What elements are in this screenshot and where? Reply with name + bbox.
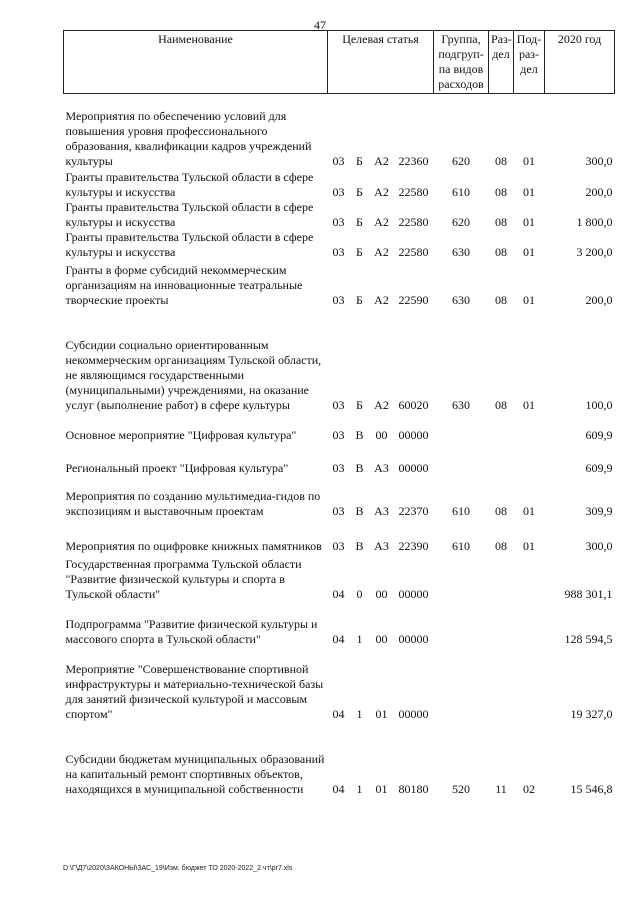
header-year-2020: 2020 год xyxy=(545,31,615,94)
subsection-code xyxy=(514,443,545,476)
header-section: Раз-дел xyxy=(489,31,514,94)
amount-2020: 300,0 xyxy=(585,538,613,553)
subprogram-code: 1 xyxy=(356,781,363,796)
section-code: 08 xyxy=(495,397,508,412)
row-name: Гранты правительства Тульской области в сфере культуры и искусства xyxy=(65,169,314,199)
direction-code: 80180 xyxy=(398,781,429,796)
measure-code: 00 xyxy=(375,586,388,601)
section-code: 08 xyxy=(495,214,508,229)
subsection-code: 01 xyxy=(523,153,536,168)
section-code xyxy=(489,554,514,602)
measure-code: А2 xyxy=(374,214,389,229)
expense-group xyxy=(434,443,489,476)
subsection-code: 01 xyxy=(523,184,536,199)
subsection-code xyxy=(514,554,545,602)
subprogram-code: В xyxy=(355,460,364,475)
table-row xyxy=(64,230,615,260)
direction-code: 00000 xyxy=(398,460,429,475)
subprogram-code: Б xyxy=(356,292,363,307)
measure-code: А2 xyxy=(374,292,389,307)
row-name: Субсидии бюджетам муниципальных образований на капитальный ремонт спортивных объектов, находящихся в муниципальной собственности xyxy=(65,751,325,796)
row-name: Мероприятия по оцифровке книжных памятников xyxy=(65,538,322,553)
row-name: Гранты в форме субсидий некоммерческим организациям на инновационные театральные творческие проекты xyxy=(65,262,303,307)
amount-2020: 200,0 xyxy=(585,184,613,199)
table-row xyxy=(64,308,615,413)
subprogram-code: Б xyxy=(356,153,363,168)
expense-group: 630 xyxy=(452,397,471,412)
budget-table xyxy=(63,30,615,797)
amount-2020: 19 327,0 xyxy=(570,706,613,721)
expense-group: 630 xyxy=(452,292,471,307)
program-code: 03 xyxy=(332,427,345,442)
header-expense-group: Группа, подгруп-па видов расходов xyxy=(434,31,489,94)
measure-code: А2 xyxy=(374,184,389,199)
program-code: 03 xyxy=(332,184,345,199)
amount-2020: 200,0 xyxy=(585,292,613,307)
direction-code: 22580 xyxy=(398,184,429,199)
subprogram-code: В xyxy=(355,538,364,553)
page-number: 47 xyxy=(314,18,326,32)
subprogram-code: В xyxy=(355,427,364,442)
subprogram-code: 0 xyxy=(356,586,363,601)
subsection-code: 01 xyxy=(523,244,536,259)
expense-group: 610 xyxy=(452,184,471,199)
section-code: 08 xyxy=(495,503,508,518)
subsection-code xyxy=(514,602,545,647)
program-code: 04 xyxy=(332,586,345,601)
expense-group: 610 xyxy=(452,503,471,518)
direction-code: 00000 xyxy=(398,706,429,721)
program-code: 04 xyxy=(332,706,345,721)
table-row xyxy=(64,722,615,797)
measure-code: 00 xyxy=(375,631,388,646)
subsection-code xyxy=(514,413,545,443)
subsection-code: 01 xyxy=(523,214,536,229)
section-code: 08 xyxy=(495,292,508,307)
table-row xyxy=(64,169,615,200)
amount-2020: 3 200,0 xyxy=(576,244,613,259)
section-code xyxy=(489,413,514,443)
direction-code: 00000 xyxy=(398,427,429,442)
subsection-code: 02 xyxy=(523,781,536,796)
direction-code: 22390 xyxy=(398,538,429,553)
expense-group xyxy=(434,554,489,602)
subsection-code: 01 xyxy=(523,292,536,307)
row-name: Мероприятие "Совершенствование спортивной инфраструктуры и материально-технической базы для занятий физической культурой и массовым спортом" xyxy=(65,661,324,721)
measure-code: 01 xyxy=(375,781,388,796)
expense-group xyxy=(434,647,489,722)
table-row xyxy=(64,94,615,169)
amount-2020: 1 800,0 xyxy=(576,214,613,229)
table-row xyxy=(64,413,615,443)
amount-2020: 15 546,8 xyxy=(570,781,613,796)
program-code: 03 xyxy=(332,244,345,259)
direction-code: 22580 xyxy=(398,214,429,229)
subprogram-code: 1 xyxy=(356,706,363,721)
table-row xyxy=(64,476,615,519)
table-row xyxy=(64,602,615,647)
program-code: 03 xyxy=(332,460,345,475)
row-name: Подпрограмма "Развитие физической культуры и массового спорта в Тульской области" xyxy=(65,616,318,646)
program-code: 03 xyxy=(332,503,345,518)
row-name: Мероприятия по созданию мультимедиа-гидов по экспозициям и выставочным проектам xyxy=(65,488,321,518)
amount-2020: 300,0 xyxy=(585,153,613,168)
section-code xyxy=(489,443,514,476)
measure-code: А3 xyxy=(374,503,389,518)
section-code: 08 xyxy=(495,184,508,199)
section-code xyxy=(489,647,514,722)
file-path-footer: D:\Г\Д7\2020\ЗАКОНЫ\ЗАС_19\Изм. бюджет ТО 2020-2022_2 чт\pr7.xls xyxy=(63,865,293,872)
program-code: 03 xyxy=(332,214,345,229)
direction-code: 22360 xyxy=(398,153,429,168)
table-row xyxy=(64,647,615,722)
section-code: 08 xyxy=(495,153,508,168)
program-code: 03 xyxy=(332,397,345,412)
expense-group xyxy=(434,602,489,647)
direction-code: 22580 xyxy=(398,244,429,259)
expense-group: 520 xyxy=(452,781,471,796)
direction-code: 00000 xyxy=(398,586,429,601)
measure-code: А3 xyxy=(374,538,389,553)
table-row xyxy=(64,200,615,230)
header-name: Наименование xyxy=(64,31,328,94)
table-row xyxy=(64,554,615,602)
section-code: 11 xyxy=(495,781,507,796)
expense-group: 610 xyxy=(452,538,471,553)
program-code: 04 xyxy=(332,631,345,646)
amount-2020: 988 301,1 xyxy=(564,586,613,601)
row-name: Государственная программа Тульской области "Развитие физической культуры и спорта в Тульской области" xyxy=(65,556,302,601)
section-code xyxy=(489,602,514,647)
table-row xyxy=(64,519,615,554)
subsection-code: 01 xyxy=(523,397,536,412)
subsection-code: 01 xyxy=(523,503,536,518)
program-code: 04 xyxy=(332,781,345,796)
subsection-code xyxy=(514,647,545,722)
table-row xyxy=(64,443,615,476)
subprogram-code: Б xyxy=(356,214,363,229)
measure-code: 01 xyxy=(375,706,388,721)
table-row xyxy=(64,260,615,308)
direction-code: 22370 xyxy=(398,503,429,518)
direction-code: 60020 xyxy=(398,397,429,412)
direction-code: 22590 xyxy=(398,292,429,307)
subprogram-code: В xyxy=(355,503,364,518)
row-name: Основное мероприятие "Цифровая культура" xyxy=(65,427,297,442)
expense-group: 620 xyxy=(452,153,471,168)
measure-code: А2 xyxy=(374,153,389,168)
subprogram-code: Б xyxy=(356,244,363,259)
expense-group: 620 xyxy=(452,214,471,229)
amount-2020: 609,9 xyxy=(585,460,613,475)
expense-group: 630 xyxy=(452,244,471,259)
measure-code: А2 xyxy=(374,244,389,259)
table-header-row xyxy=(64,31,615,94)
subprogram-code: Б xyxy=(356,397,363,412)
expense-group xyxy=(434,413,489,443)
measure-code: 00 xyxy=(375,427,388,442)
row-name: Мероприятия по обеспечению условий для повышения уровня профессионального образования, квалификации кадров учреждений культуры xyxy=(65,108,312,168)
row-name: Региональный проект "Цифровая культура" xyxy=(65,460,289,475)
direction-code: 00000 xyxy=(398,631,429,646)
section-code: 08 xyxy=(495,538,508,553)
header-subsection: Под-раз-дел xyxy=(514,31,545,94)
row-name: Гранты правительства Тульской области в сфере культуры и искусства xyxy=(65,229,314,259)
amount-2020: 609,9 xyxy=(585,427,613,442)
subsection-code: 01 xyxy=(523,538,536,553)
row-name: Субсидии социально ориентированным некоммерческим организациям Тульской области, не являющимся государственными (муниципальными) учреждениями, на оказание услуг (выполнение работ) в сфере культуры xyxy=(65,337,322,412)
row-name: Гранты правительства Тульской области в сфере культуры и искусства xyxy=(65,199,314,229)
subprogram-code: 1 xyxy=(356,631,363,646)
program-code: 03 xyxy=(332,153,345,168)
measure-code: А2 xyxy=(374,397,389,412)
program-code: 03 xyxy=(332,538,345,553)
amount-2020: 128 594,5 xyxy=(564,631,613,646)
amount-2020: 100,0 xyxy=(585,397,613,412)
section-code: 08 xyxy=(495,244,508,259)
amount-2020: 309,9 xyxy=(585,503,613,518)
subprogram-code: Б xyxy=(356,184,363,199)
program-code: 03 xyxy=(332,292,345,307)
header-target-article: Целевая статья xyxy=(328,31,434,94)
measure-code: А3 xyxy=(374,460,389,475)
